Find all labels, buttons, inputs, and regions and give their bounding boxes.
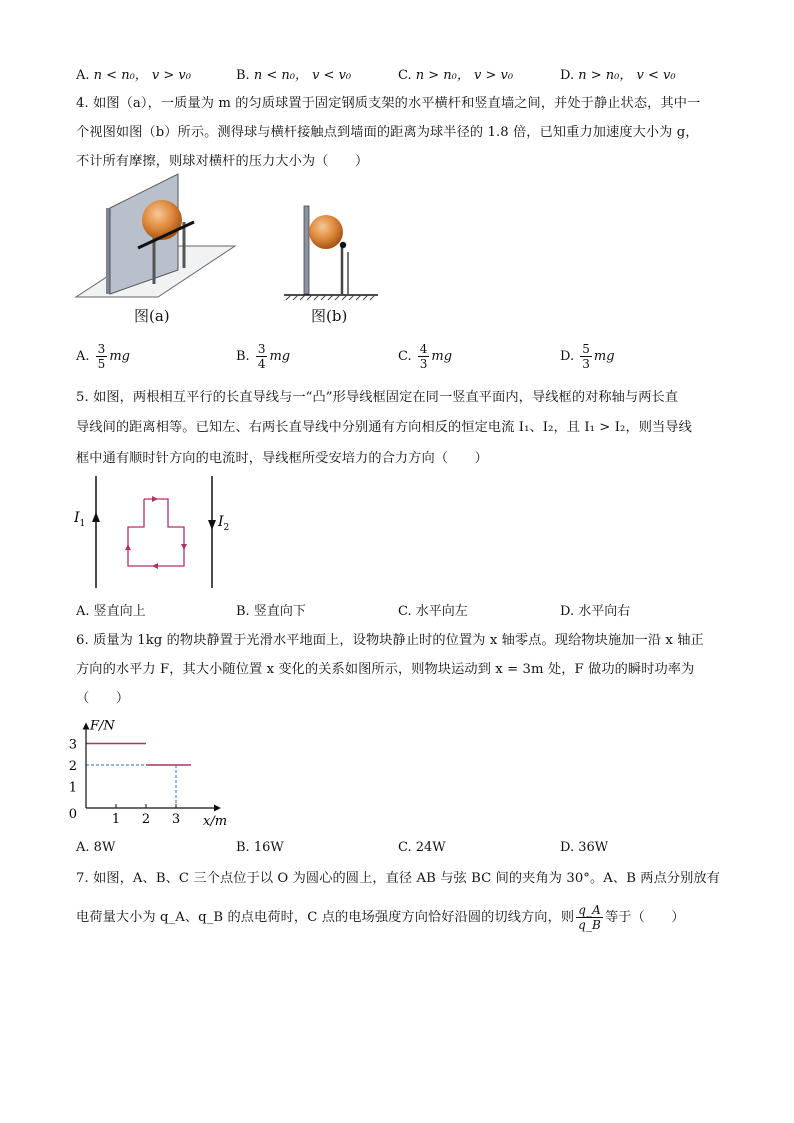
q7-text-line2 (76, 903, 685, 932)
frame-arrow-top-icon (152, 496, 158, 502)
down-arrow-icon (208, 520, 216, 530)
q4-caption-b: 图(b) (311, 307, 348, 325)
q4-text-line2: 个视图如图（b）所示。测得球与横杆接触点到墙面的距离为球半径的 1.8 倍，已知重力加速度大小为 g， (76, 125, 699, 140)
q4-figure-a (70, 172, 310, 302)
q6-text-line3: （ ） (76, 691, 130, 706)
q4-text-line3: 不计所有摩擦，则球对横杆的压力大小为（ ） (76, 154, 369, 169)
label-i2: $I_2$ (218, 514, 230, 533)
origin-label: 0 (68, 807, 77, 822)
y-tick-label-1: 2 (68, 759, 77, 774)
label-i1: $I_1$ (74, 510, 86, 529)
q4-option-b: B. $\frac{3}{4}$ mg (236, 342, 291, 371)
x-tick-label-1: 2 (141, 812, 151, 827)
q4-option-d: D. $\frac{5}{3}$ mg (560, 342, 615, 371)
q7-frac-den: q_B (578, 918, 601, 932)
q6-option-d: D. 36W (560, 840, 609, 855)
q7-text-line1: 7. 如图，A、B、C 三个点位于以 O 为圆心的圆上，直径 AB 与弦 BC 间的夹角为 30°。A、B 两点分别放有 (76, 871, 721, 886)
q4-option-a: A. $\frac{3}{5}$ mg (76, 342, 130, 371)
y-axis-arrow-icon (83, 722, 90, 729)
q4-caption-a: 图(a) (134, 307, 170, 325)
q3-option-b: B. n < n₀， v < v₀ (236, 68, 352, 83)
q6-text-line2: 方向的水平力 F，其大小随位置 x 变化的关系如图所示，则物块运动到 x = 3m 处，F 做功的瞬时功率为 (76, 662, 695, 677)
q5-option-b: B. 竖直向下 (236, 604, 306, 619)
frame-arrow-left-icon (125, 544, 131, 550)
q4-figure-b (278, 198, 388, 302)
x-tick-label-0: 1 (111, 812, 121, 827)
q7-text-line2-pre: 电荷量大小为 q_A、q_B 的点电荷时，C 点的电场强度方向恰好沿圆的切线方向，则 (76, 910, 575, 925)
x-axis-label: x/m (203, 814, 228, 829)
q5-text-line3: 框中通有顺时针方向的电流时，导线框所受安培力的合力方向（ ） (76, 451, 488, 466)
y-tick-label-2: 1 (68, 780, 77, 796)
x-axis-arrow-icon (214, 805, 221, 812)
q6-text-line1: 6. 质量为 1kg 的物块静置于光滑水平地面上，设物块静止时的位置为 x 轴零点。现给物块施加一沿 x 轴正 (76, 633, 704, 648)
x-tick-label-2: 3 (171, 812, 181, 827)
up-arrow-icon (92, 512, 100, 522)
q6-option-b: B. 16W (236, 840, 284, 855)
q7-text-line2-post: 等于（ ） (604, 910, 685, 925)
q7-frac-num: q_A (576, 903, 603, 918)
q4-option-c: C. $\frac{4}{3}$ mg (398, 342, 453, 371)
q5-option-a: A. 竖直向上 (76, 604, 146, 619)
frame-arrow-bottom-icon (152, 563, 158, 569)
q5-text-line1: 5. 如图，两根相互平行的长直导线与一“凸”形导线框固定在同一竖直平面内，导线框的对称轴与两长直 (76, 390, 679, 405)
q4-text-line1: 4. 如图（a），一质量为 m 的匀质球置于固定钢质支架的水平横杆和竖直墙之间，并处于静止状态，其中一 (76, 96, 701, 111)
y-tick-label-0: 3 (68, 737, 77, 753)
wire-frame (128, 499, 184, 566)
q3-option-c: C. n > n₀， v > v₀ (398, 68, 514, 83)
frame-arrow-right-icon (181, 544, 187, 550)
q3-option-d: D. n > n₀， v < v₀ (560, 68, 676, 83)
y-axis-label: F/N (90, 718, 115, 734)
q6-option-a: A. 8W (76, 840, 116, 855)
q5-option-c: C. 水平向左 (398, 604, 468, 619)
q6-force-chart (64, 708, 234, 832)
q5-figure (64, 472, 244, 592)
q5-option-d: D. 水平向右 (560, 604, 631, 619)
q3-option-a: A. n < n₀， v > v₀ (76, 68, 191, 83)
q5-text-line2: 导线间的距离相等。已知左、右两长直导线中分别通有方向相反的恒定电流 I₁、I₂，且 I₁ > I₂，则当导线 (76, 420, 692, 435)
q6-option-c: C. 24W (398, 840, 446, 855)
